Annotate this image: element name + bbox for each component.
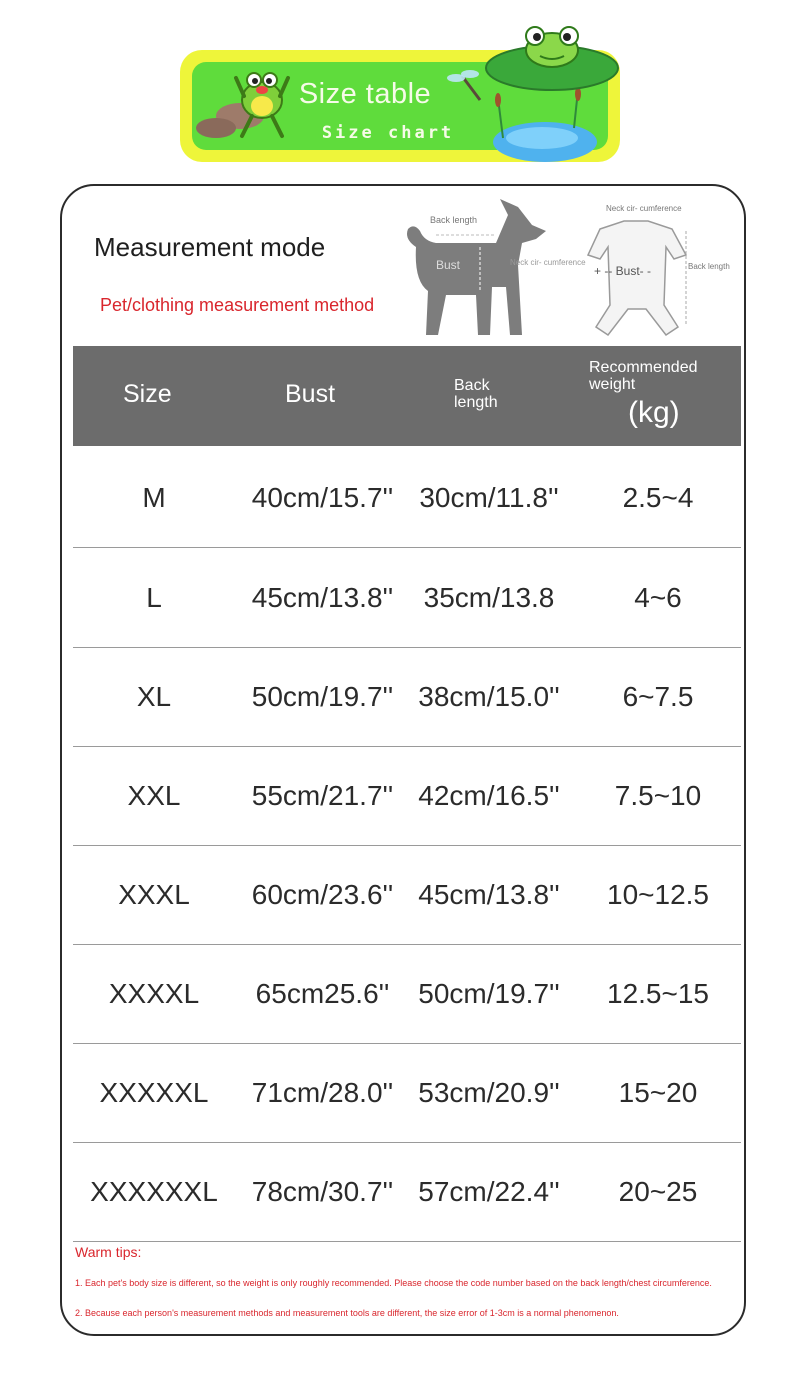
bust-cell: 55cm/21.7'' — [251, 780, 394, 811]
back-length-cell: 53cm/20.9'' — [418, 1077, 560, 1108]
dog-neck-label: Neck cir- cumference — [510, 258, 586, 267]
size-cell: XL — [136, 681, 172, 712]
garment-diagram — [588, 221, 686, 335]
garment-bust-label: + -- Bust- - — [594, 264, 652, 278]
garment-neck-label: Neck cir- cumference — [606, 204, 682, 213]
bust-cell: 60cm/23.6'' — [251, 879, 394, 910]
weight-cell: 10~12.5 — [607, 879, 709, 910]
banner-title: Size table — [298, 78, 432, 110]
measurement-diagrams — [396, 195, 736, 345]
back-length-cell: 42cm/16.5'' — [418, 780, 560, 811]
size-cell: XXL — [127, 780, 181, 811]
warm-tips-title: Warm tips: — [75, 1244, 142, 1260]
size-cell: L — [146, 582, 162, 613]
garment-back-label: Back length — [688, 262, 730, 271]
size-cell: XXXXXL — [99, 1077, 209, 1108]
header-size: Size — [123, 380, 172, 408]
weight-cell: 20~25 — [618, 1176, 698, 1207]
warm-tip-1: 1. Each pet's body size is different, so the weight is only roughly recommended. Please choose the code number based on the back length/chest circumference. — [75, 1278, 712, 1288]
weight-cell: 6~7.5 — [622, 681, 694, 712]
header-recommended-weight: Recommended weight — [589, 359, 698, 393]
weight-cell: 4~6 — [634, 582, 682, 613]
back-length-cell: 35cm/13.8 — [423, 582, 555, 613]
table-row — [73, 1043, 741, 1143]
table-row — [73, 944, 741, 1044]
warm-tip-2: 2. Because each person's measurement methods and measurement tools are different, the size error of 1-3cm is a normal phenomenon. — [75, 1308, 619, 1318]
weight-cell: 12.5~15 — [607, 978, 709, 1009]
size-cell: XXXL — [118, 879, 190, 910]
measurement-method-subtitle: Pet/clothing measurement method — [100, 295, 375, 315]
back-length-cell: 57cm/22.4'' — [418, 1176, 560, 1207]
header-bust: Bust — [285, 380, 336, 408]
back-length-cell: 50cm/19.7'' — [418, 978, 560, 1009]
bust-cell: 50cm/19.7'' — [251, 681, 394, 712]
weight-cell: 15~20 — [618, 1077, 698, 1108]
dog-back-label: Back length — [430, 215, 478, 225]
table-row — [73, 647, 741, 747]
weight-cell: 7.5~10 — [614, 780, 702, 811]
bust-cell: 78cm/30.7'' — [251, 1176, 394, 1207]
dog-bust-label: Bust — [436, 258, 461, 272]
measurement-mode-title: Measurement mode — [94, 232, 326, 262]
table-row — [73, 1142, 741, 1242]
bust-cell: 71cm/28.0'' — [251, 1077, 394, 1108]
size-cell: M — [142, 482, 166, 513]
header-weight-unit: (kg) — [628, 396, 680, 429]
table-row — [73, 448, 741, 548]
weight-cell: 2.5~4 — [622, 482, 694, 513]
table-row — [73, 845, 741, 945]
size-table-header — [73, 346, 741, 446]
back-length-cell: 30cm/11.8'' — [419, 482, 559, 513]
bust-cell: 40cm/15.7'' — [251, 482, 394, 513]
back-length-cell: 45cm/13.8'' — [418, 879, 560, 910]
bust-cell: 65cm25.6'' — [255, 978, 390, 1009]
banner-subtitle: Size chart — [321, 123, 455, 143]
size-cell: XXXXXXL — [90, 1176, 218, 1207]
table-row — [73, 746, 741, 846]
size-cell: XXXXL — [108, 978, 200, 1009]
back-length-cell: 38cm/15.0'' — [418, 681, 560, 712]
bust-cell: 45cm/13.8'' — [251, 582, 394, 613]
table-row — [73, 548, 741, 648]
header-back-length: Back length — [454, 377, 498, 411]
